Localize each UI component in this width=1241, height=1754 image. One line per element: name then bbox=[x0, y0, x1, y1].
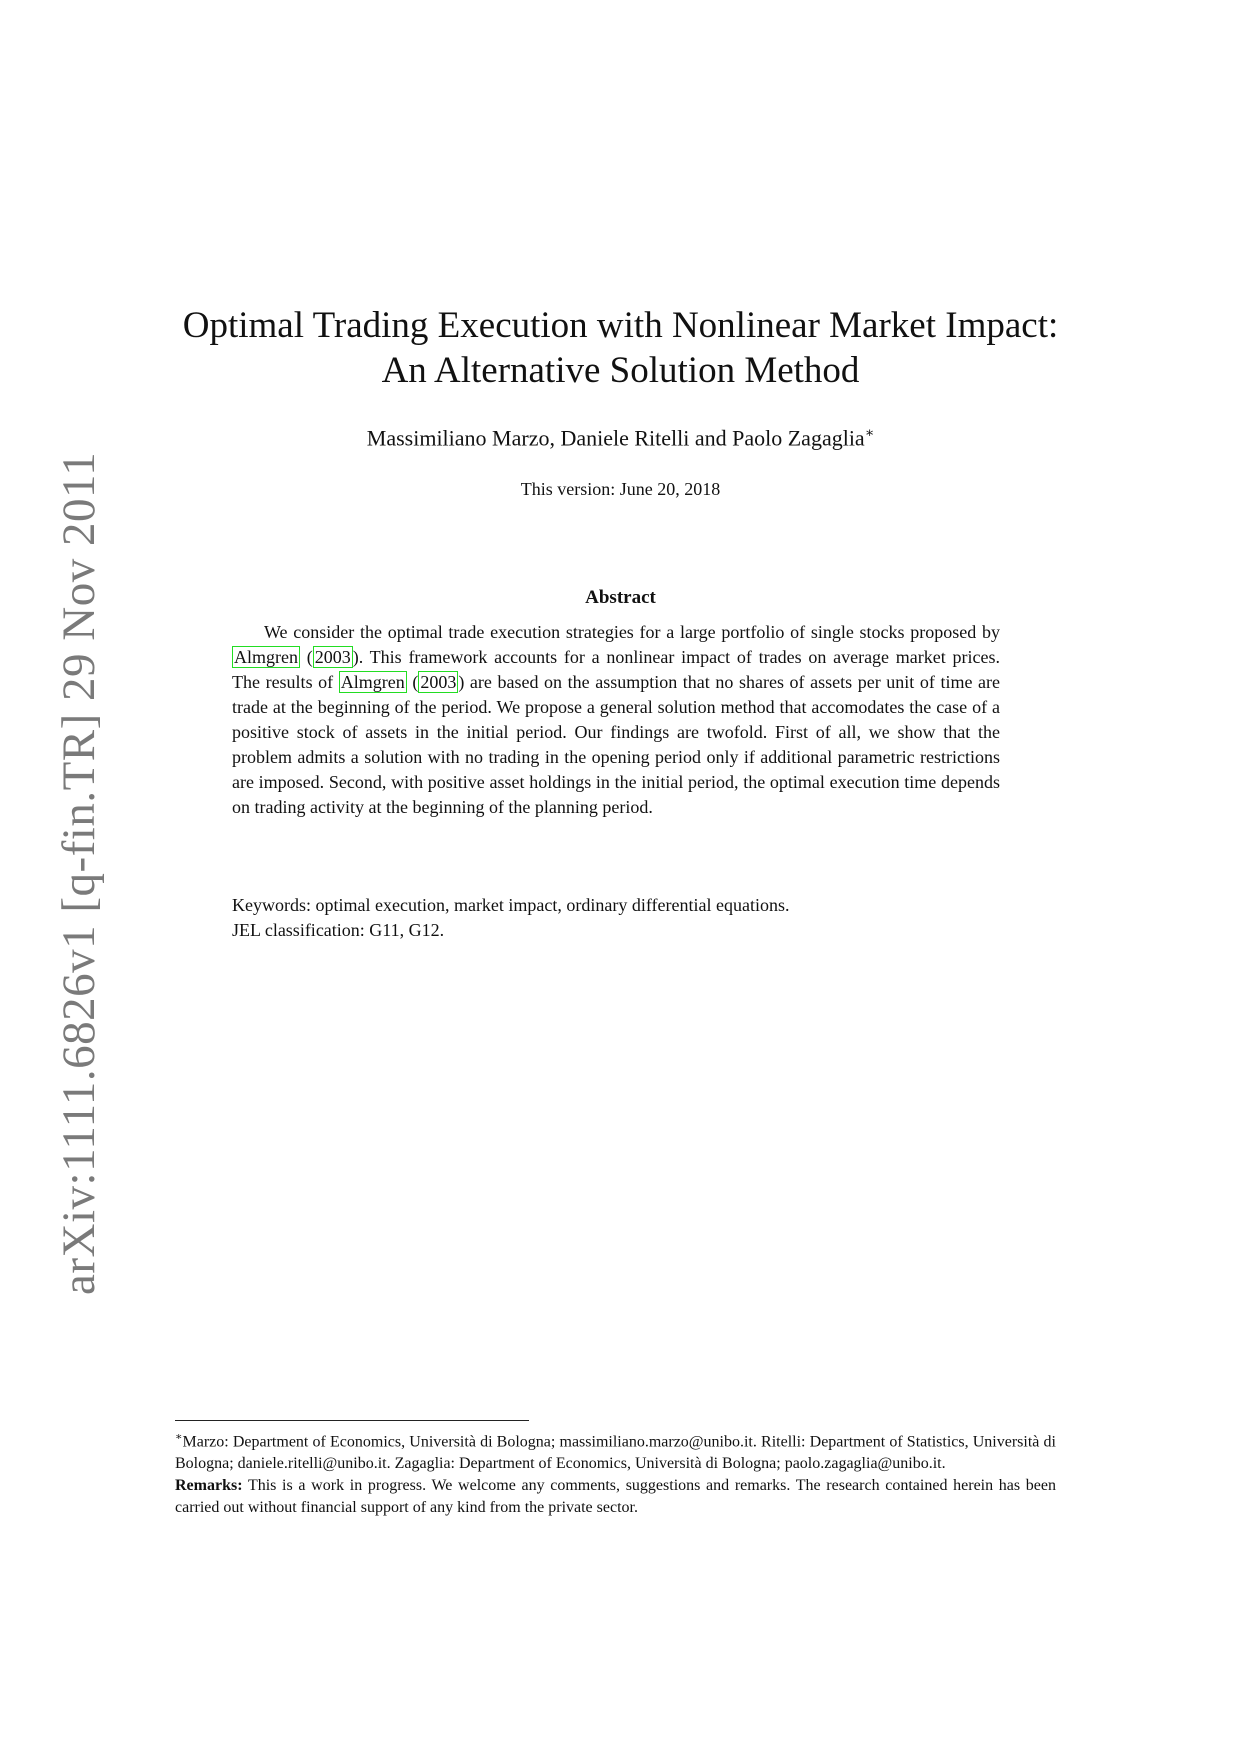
author-list bbox=[150, 425, 1091, 451]
arxiv-identifier: arXiv:1111.6826v1 [q-fin.TR] 29 Nov 2011 bbox=[53, 451, 105, 1295]
remarks-label: Remarks: bbox=[175, 1477, 243, 1495]
authors-text: Massimiliano Marzo, Daniele Ritelli and Paolo Zagaglia bbox=[366, 425, 865, 451]
jel-classification: JEL classification: G11, G12. bbox=[232, 920, 445, 940]
title-line-1: Optimal Trading Execution with Nonlinear Market Impact: bbox=[182, 305, 1059, 346]
footnote-mark: ∗ bbox=[175, 1431, 183, 1443]
abstract-heading: Abstract bbox=[585, 587, 656, 608]
affiliation-text: Marzo: Department of Economics, Università di Bologna; massimiliano.marzo@unibo.it. Ritelli: Department of Statistics, Università di Bologna; daniele.ritelli@unibo.it. Zagaglia: Department of Economics, Università di Bologna; paolo.zagaglia@unibo.it. bbox=[175, 1433, 1056, 1473]
author-footnote-mark: ∗ bbox=[864, 426, 875, 441]
affiliation-footnote bbox=[175, 1426, 1056, 1475]
footnotes bbox=[175, 1426, 1056, 1519]
citation-author-link[interactable]: Almgren bbox=[234, 647, 298, 667]
abstract-text: We consider the optimal trade execution strategies for a large portfolio of single stocks proposed by Almgren ( 2003 ). This framework accounts for a nonlinear impact of trades on average market prices. The results of Almgren ( 2003 ) are based on the assumption that no shares of assets per unit of time are trade at the beginning of the period. We propose a general solution method that accomodates the case of a positive stock of assets in the initial period. Our findings are twofold. First of all, we show that the problem admits a solution with no trading in the opening period only if additional parametric restrictions are imposed. Second, with positive asset holdings in the initial period, the optimal execution time depends on trading activity at the beginning of the planning period. bbox=[232, 622, 1001, 817]
citation-year-link[interactable]: 2003 bbox=[314, 647, 351, 667]
footnote-divider bbox=[175, 1420, 529, 1421]
title-line-2: An Alternative Solution Method bbox=[381, 350, 860, 391]
abstract-part-3: are based on the assumption that no shares of assets per unit of time are trade at the beginning of the period. We propose a general solution method that accomodates the case of a positive stock of assets in the initial period. Our findings are twofold. First of all, we show that the problem admits a solution with no trading in the opening period only if additional parametric restrictions are imposed. Second, with positive asset holdings in the initial period, the optimal execution time depends on trading activity at the beginning of the planning period. bbox=[232, 672, 1001, 817]
citation-year-link[interactable]: 2003 bbox=[420, 672, 457, 692]
abstract-part-1: We consider the optimal trade execution strategies for a large portfolio of single stocks proposed by bbox=[264, 622, 1000, 642]
remarks-footnote bbox=[175, 1475, 1056, 1519]
keywords-block bbox=[232, 893, 1000, 943]
version-date: This version: June 20, 2018 bbox=[520, 479, 721, 499]
paper-title bbox=[150, 303, 1091, 393]
remarks-text: This is a work in progress. We welcome any comments, suggestions and remarks. The research contained herein has been carried out without financial support of any kind from the private sector. bbox=[175, 1477, 1056, 1517]
abstract-part-2: . This framework accounts for a nonlinear impact of trades on average market prices. The results of bbox=[232, 647, 1001, 692]
citation-author-link[interactable]: Almgren bbox=[340, 672, 405, 692]
keywords-line: Keywords: optimal execution, market impact, ordinary differential equations. bbox=[232, 895, 790, 915]
